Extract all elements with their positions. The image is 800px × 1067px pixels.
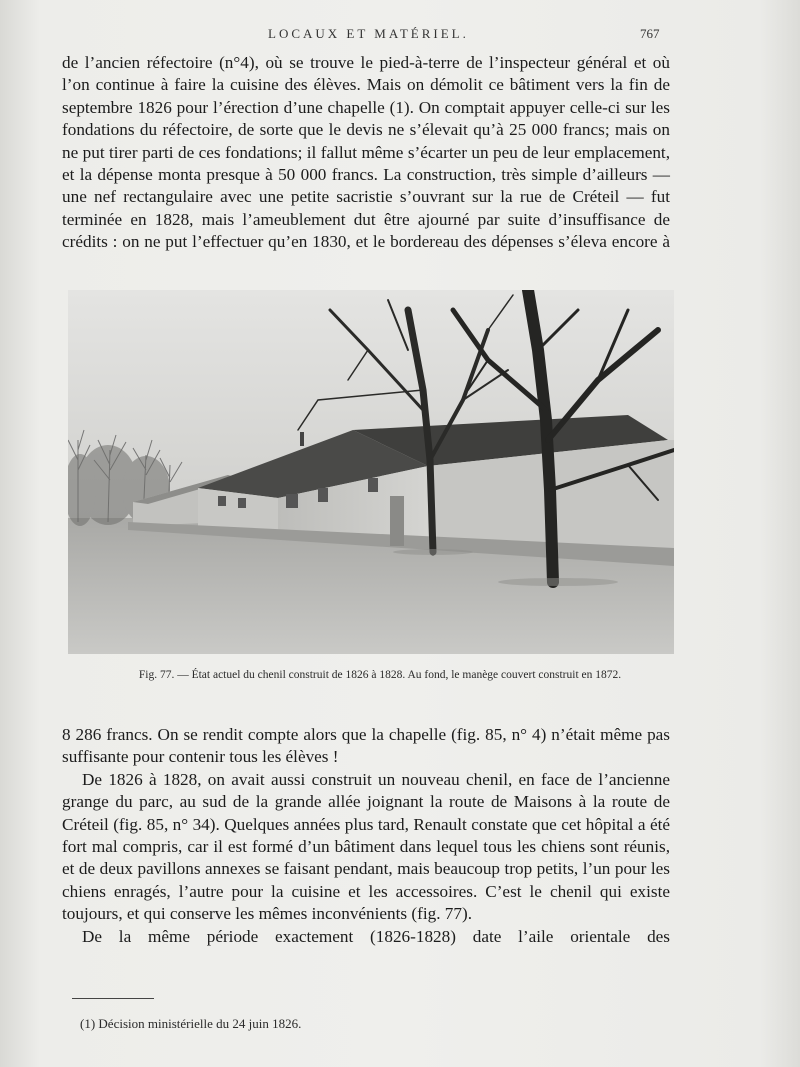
paragraph: De la même période exactement (1826-1828) date l’aile orientale des (82, 926, 670, 946)
figure-caption: Fig. 77. — État actuel du chenil construit de 1826 à 1828. Au fond, le manège couvert construit en 1872. (138, 669, 622, 681)
bottom-text-block (62, 724, 670, 948)
footnote-divider (72, 998, 154, 999)
running-title: LOCAUX ET MATÉRIEL. (268, 26, 469, 41)
footnote: (1) Décision ministérielle du 24 juin 1826. (80, 1016, 302, 1031)
top-paragraph: de l’ancien réfectoire (n°4), où se trouve le pied-à-terre de l’inspecteur général et où l’on continue à faire la cuisine des élèves. Mais on démolit ce bâtiment vers la fin de septembre 1826 pour l’érection d’une chapelle (1). On comptait appuyer celle-ci sur les fondations du réfectoire, de sorte que le devis ne s’élevait qu’à 25 000 francs; mais on ne put tirer parti de ces fondations; il fallut même s’écarter un peu de leur emplacement, et la dépense monta presque à 50 000 francs. La construction, très simple d’ailleurs — une nef rectangulaire avec une petite sacristie s’ouvrant sur la rue de Créteil — fut terminée en 1828, mais l’ameublement dut être ajourné par suite d’insuffisance de crédits : on ne put l’effectuer qu’en 1830, et le bordereau des dépenses s’éleva encore à (62, 53, 670, 252)
page-number: 767 (640, 26, 660, 41)
kennel-photo-illustration (68, 290, 674, 654)
figure-photo (68, 290, 674, 654)
paragraph: De 1826 à 1828, on avait aussi construit un nouveau chenil, en face de l’ancienne grange du parc, au sud de la grande allée joignant la route de Maisons à la route de Créteil (fig. 85, n° 34). Quelques années plus tard, Renault constate que cet hôpital a été fort mal compris, car il est formé d’un bâtiment dans lequel tous les chiens sont réunis, et de deux pavillons annexes se faisant pendant, mais beaucoup trop petits, l’un pour les chiens enragés, l’autre pour la cuisine et les accessoires. C’est le chenil qui existe toujours, et qui conserve les mêmes inconvénients (fig. 77). (62, 769, 670, 924)
paragraph: 8 286 francs. On se rendit compte alors que la chapelle (fig. 85, n° 4) n’était même pas suffisante pour contenir tous les élèves ! (62, 725, 670, 767)
top-paragraph-block (62, 52, 670, 254)
running-head (0, 26, 800, 46)
